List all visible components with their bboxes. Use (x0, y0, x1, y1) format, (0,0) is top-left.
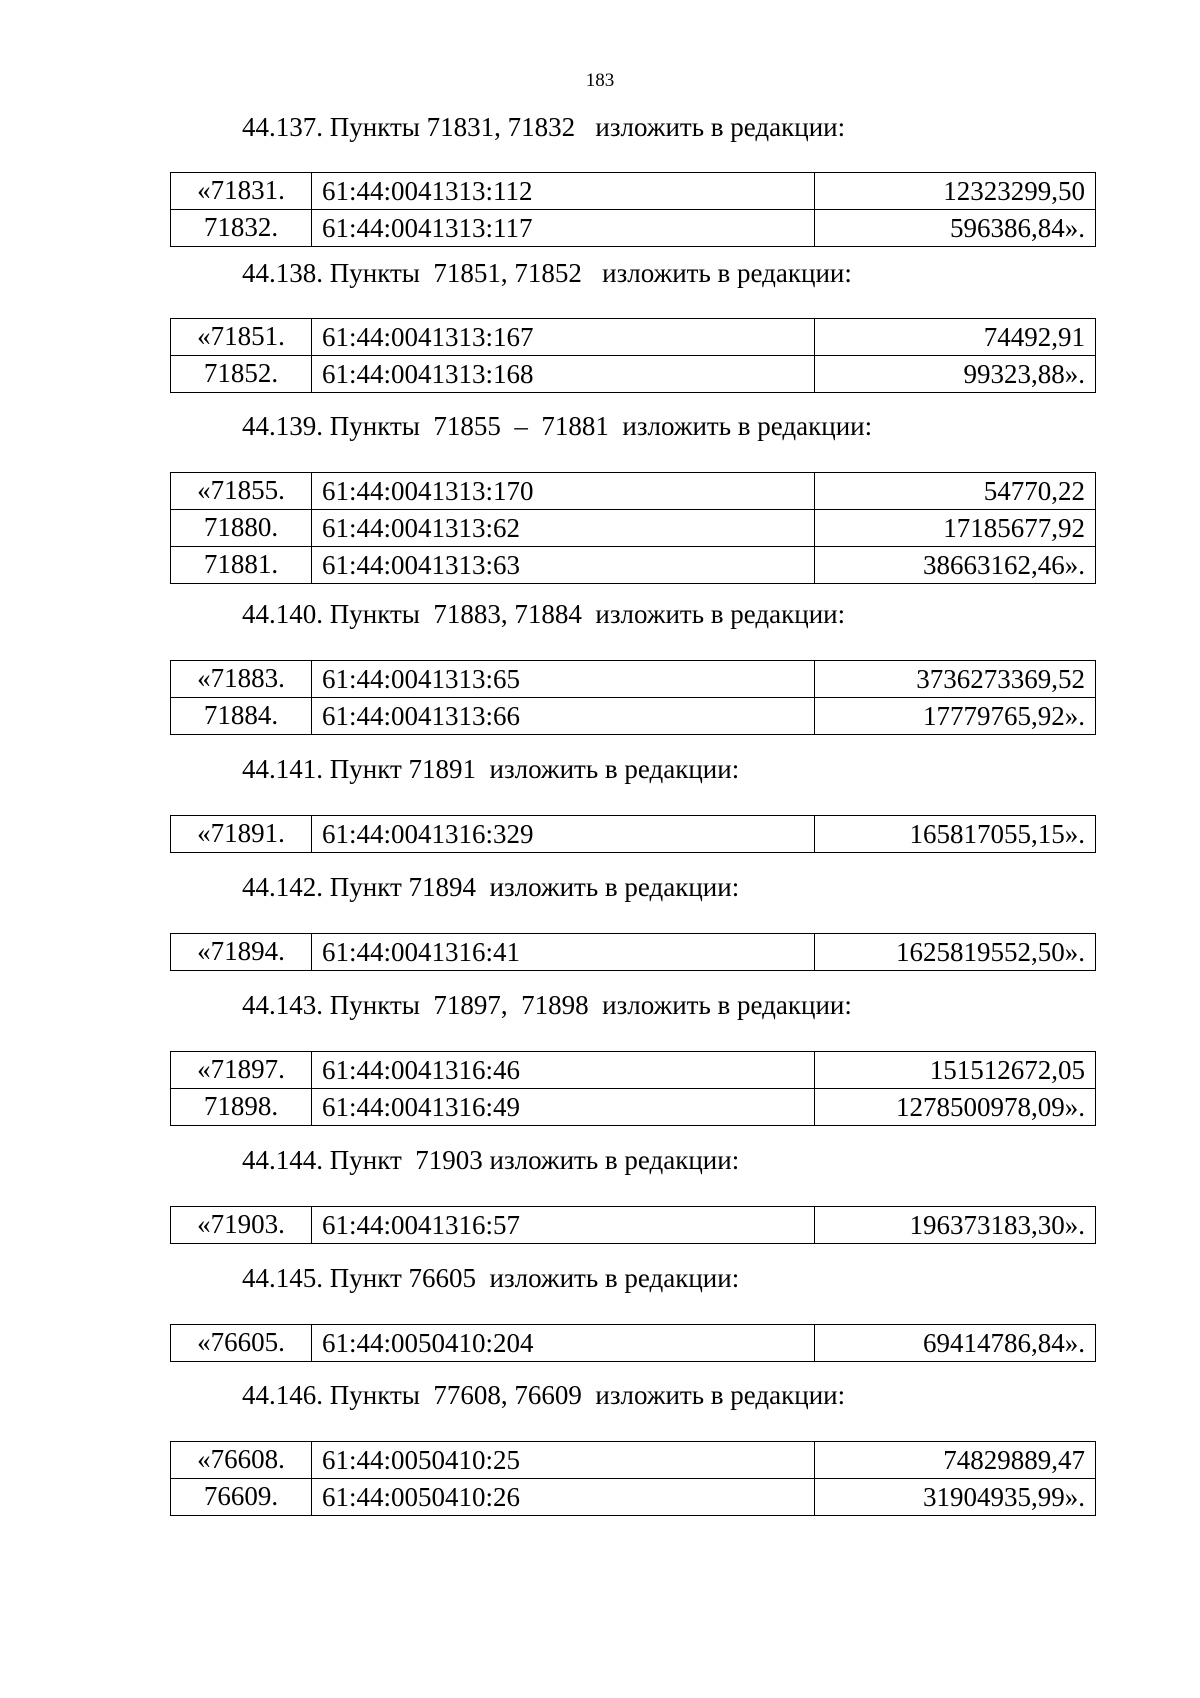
table-row (171, 1052, 1096, 1089)
section-heading: 44.145. Пункт 76605 изложить в редакции: (242, 1263, 740, 1293)
cadastral-number-cell: 61:44:0041313:168 (312, 356, 815, 393)
item-number-cell: 71880. (171, 510, 312, 547)
item-number-cell: «71851. (171, 319, 312, 356)
amendment-table (170, 1051, 1096, 1126)
item-number-cell: 76609. (171, 1479, 312, 1516)
table-row (171, 1089, 1096, 1126)
cadastral-number-cell: 61:44:0050410:26 (312, 1479, 815, 1516)
item-number-cell: 71884. (171, 698, 312, 735)
table-row (171, 510, 1096, 547)
item-number-cell: «71883. (171, 661, 312, 698)
table-row (171, 473, 1096, 510)
section-heading: 44.140. Пункты 71883, 71884 изложить в редакции: (242, 599, 846, 629)
value-cell: 99323,88». (815, 356, 1096, 393)
amendment-table (170, 660, 1096, 735)
cadastral-number-cell: 61:44:0041316:49 (312, 1089, 815, 1126)
page-number: 183 (585, 70, 615, 91)
section-heading: 44.139. Пункты 71855 – 71881 изложить в редакции: (242, 411, 873, 441)
amendment-table (170, 815, 1096, 853)
item-number-cell: «76608. (171, 1442, 312, 1479)
amendment-table (170, 1441, 1096, 1516)
table-row (171, 698, 1096, 735)
cadastral-number-cell: 61:44:0041316:329 (312, 816, 815, 853)
amendment-table (170, 472, 1096, 584)
table-row (171, 1442, 1096, 1479)
amendment-table (170, 172, 1096, 247)
value-cell: 3736273369,52 (815, 661, 1096, 698)
table-row (171, 319, 1096, 356)
cadastral-number-cell: 61:44:0041316:41 (312, 934, 815, 971)
value-cell: 12323299,50 (815, 173, 1096, 210)
cadastral-number-cell: 61:44:0041313:62 (312, 510, 815, 547)
cadastral-number-cell: 61:44:0041313:170 (312, 473, 815, 510)
amendment-table (170, 1206, 1096, 1244)
table-row (171, 173, 1096, 210)
section-heading: 44.143. Пункты 71897, 71898 изложить в редакции: (242, 990, 852, 1020)
cadastral-number-cell: 61:44:0041313:65 (312, 661, 815, 698)
item-number-cell: 71898. (171, 1089, 312, 1126)
item-number-cell: «71897. (171, 1052, 312, 1089)
item-number-cell: 71832. (171, 210, 312, 247)
section-heading: 44.142. Пункт 71894 изложить в редакции: (242, 872, 740, 902)
value-cell: 74492,91 (815, 319, 1096, 356)
value-cell: 31904935,99». (815, 1479, 1096, 1516)
cadastral-number-cell: 61:44:0041313:66 (312, 698, 815, 735)
value-cell: 596386,84». (815, 210, 1096, 247)
item-number-cell: 71881. (171, 547, 312, 584)
cadastral-number-cell: 61:44:0041316:46 (312, 1052, 815, 1089)
section-heading: 44.146. Пункты 77608, 76609 изложить в редакции: (242, 1380, 846, 1410)
table-row (171, 547, 1096, 584)
item-number-cell: «71903. (171, 1207, 312, 1244)
section-heading: 44.141. Пункт 71891 изложить в редакции: (242, 754, 740, 784)
item-number-cell: «71894. (171, 934, 312, 971)
cadastral-number-cell: 61:44:0041313:112 (312, 173, 815, 210)
cadastral-number-cell: 61:44:0041313:117 (312, 210, 815, 247)
value-cell: 1278500978,09». (815, 1089, 1096, 1126)
value-cell: 69414786,84». (815, 1325, 1096, 1362)
amendment-table (170, 1324, 1096, 1362)
item-number-cell: «71831. (171, 173, 312, 210)
value-cell: 17185677,92 (815, 510, 1096, 547)
table-row (171, 661, 1096, 698)
value-cell: 74829889,47 (815, 1442, 1096, 1479)
table-row (171, 934, 1096, 971)
table-row (171, 210, 1096, 247)
item-number-cell: «71891. (171, 816, 312, 853)
item-number-cell: «71855. (171, 473, 312, 510)
amendment-table (170, 933, 1096, 971)
section-heading: 44.137. Пункты 71831, 71832 изложить в редакции: (242, 112, 846, 142)
amendment-table (170, 318, 1096, 393)
cadastral-number-cell: 61:44:0041316:57 (312, 1207, 815, 1244)
item-number-cell: 71852. (171, 356, 312, 393)
table-row (171, 1325, 1096, 1362)
value-cell: 38663162,46». (815, 547, 1096, 584)
cadastral-number-cell: 61:44:0041313:167 (312, 319, 815, 356)
value-cell: 54770,22 (815, 473, 1096, 510)
table-row (171, 1479, 1096, 1516)
value-cell: 151512672,05 (815, 1052, 1096, 1089)
value-cell: 165817055,15». (815, 816, 1096, 853)
section-heading: 44.144. Пункт 71903 изложить в редакции: (242, 1145, 740, 1175)
table-row (171, 1207, 1096, 1244)
cadastral-number-cell: 61:44:0050410:25 (312, 1442, 815, 1479)
cadastral-number-cell: 61:44:0050410:204 (312, 1325, 815, 1362)
value-cell: 196373183,30». (815, 1207, 1096, 1244)
item-number-cell: «76605. (171, 1325, 312, 1362)
value-cell: 17779765,92». (815, 698, 1096, 735)
table-row (171, 816, 1096, 853)
section-heading: 44.138. Пункты 71851, 71852 изложить в редакции: (242, 258, 852, 288)
cadastral-number-cell: 61:44:0041313:63 (312, 547, 815, 584)
value-cell: 1625819552,50». (815, 934, 1096, 971)
table-row (171, 356, 1096, 393)
